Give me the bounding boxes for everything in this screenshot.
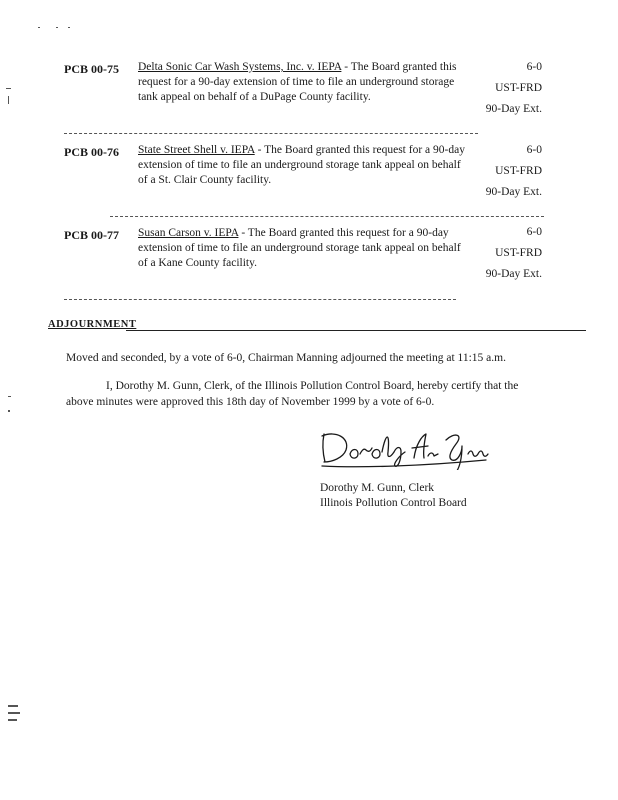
- case-description: [138, 226, 468, 271]
- case-vote: 6-0: [526, 144, 542, 156]
- scan-speck: [8, 712, 20, 714]
- scan-speck: [8, 719, 17, 721]
- case-text: - The Board granted this request for a 90-day extension of time to file an underground storage tank appeal on behalf of a Kane County facility.: [138, 227, 461, 269]
- case-vote: 6-0: [526, 61, 542, 73]
- scan-speck: [6, 88, 11, 89]
- case-category: UST-FRD: [495, 165, 542, 177]
- case-text: - The Board granted this request for a 90-day extension of time to file an underground storage tank appeal on behalf of a DuPage County facility.: [138, 61, 457, 103]
- case-vote-block: [452, 140, 542, 203]
- adjournment-motion: Moved and seconded, by a vote of 6-0, Chairman Manning adjourned the meeting at 11:15 a.m.: [66, 352, 506, 364]
- certification-paragraph: [66, 378, 542, 410]
- scan-speck: [8, 410, 10, 412]
- case-title: State Street Shell v. IEPA: [138, 144, 255, 156]
- section-heading: ADJOURNMENT: [48, 319, 137, 330]
- scan-speck: [38, 27, 40, 28]
- case-type: 90-Day Ext.: [485, 103, 542, 115]
- signature-image: [316, 424, 492, 470]
- case-title: Delta Sonic Car Wash Systems, Inc. v. IEPA: [138, 61, 342, 73]
- case-number: PCB 00-75: [64, 62, 119, 76]
- case-description: [138, 60, 468, 105]
- scan-speck: [8, 96, 9, 104]
- separator-line: [64, 299, 456, 300]
- case-vote: 6-0: [526, 226, 542, 238]
- case-category: UST-FRD: [495, 82, 542, 94]
- scan-speck: [68, 27, 70, 28]
- scan-speck: [8, 705, 18, 707]
- case-vote-block: [452, 57, 542, 120]
- separator-line: [110, 216, 544, 217]
- section-rule: [126, 330, 586, 331]
- certification-text: I, Dorothy M. Gunn, Clerk, of the Illinois Pollution Control Board, hereby certify that the above minutes were approved this 18th day of November 1999 by a vote of 6-0.: [66, 380, 519, 408]
- case-category: UST-FRD: [495, 247, 542, 259]
- case-number: PCB 00-76: [64, 145, 119, 159]
- case-description: [138, 143, 468, 188]
- separator-line: [64, 133, 478, 134]
- case-title: Susan Carson v. IEPA: [138, 227, 239, 239]
- case-number: PCB 00-77: [64, 228, 119, 242]
- case-type: 90-Day Ext.: [485, 186, 542, 198]
- case-type: 90-Day Ext.: [485, 268, 542, 280]
- signature-name: Dorothy M. Gunn, Clerk: [320, 482, 435, 494]
- signature-organization: Illinois Pollution Control Board: [320, 497, 467, 509]
- case-text: - The Board granted this request for a 90-day extension of time to file an underground storage tank appeal on behalf of a St. Clair County facility.: [138, 144, 465, 186]
- scan-speck: [8, 396, 11, 397]
- scan-speck: [56, 27, 58, 28]
- case-vote-block: [452, 222, 542, 285]
